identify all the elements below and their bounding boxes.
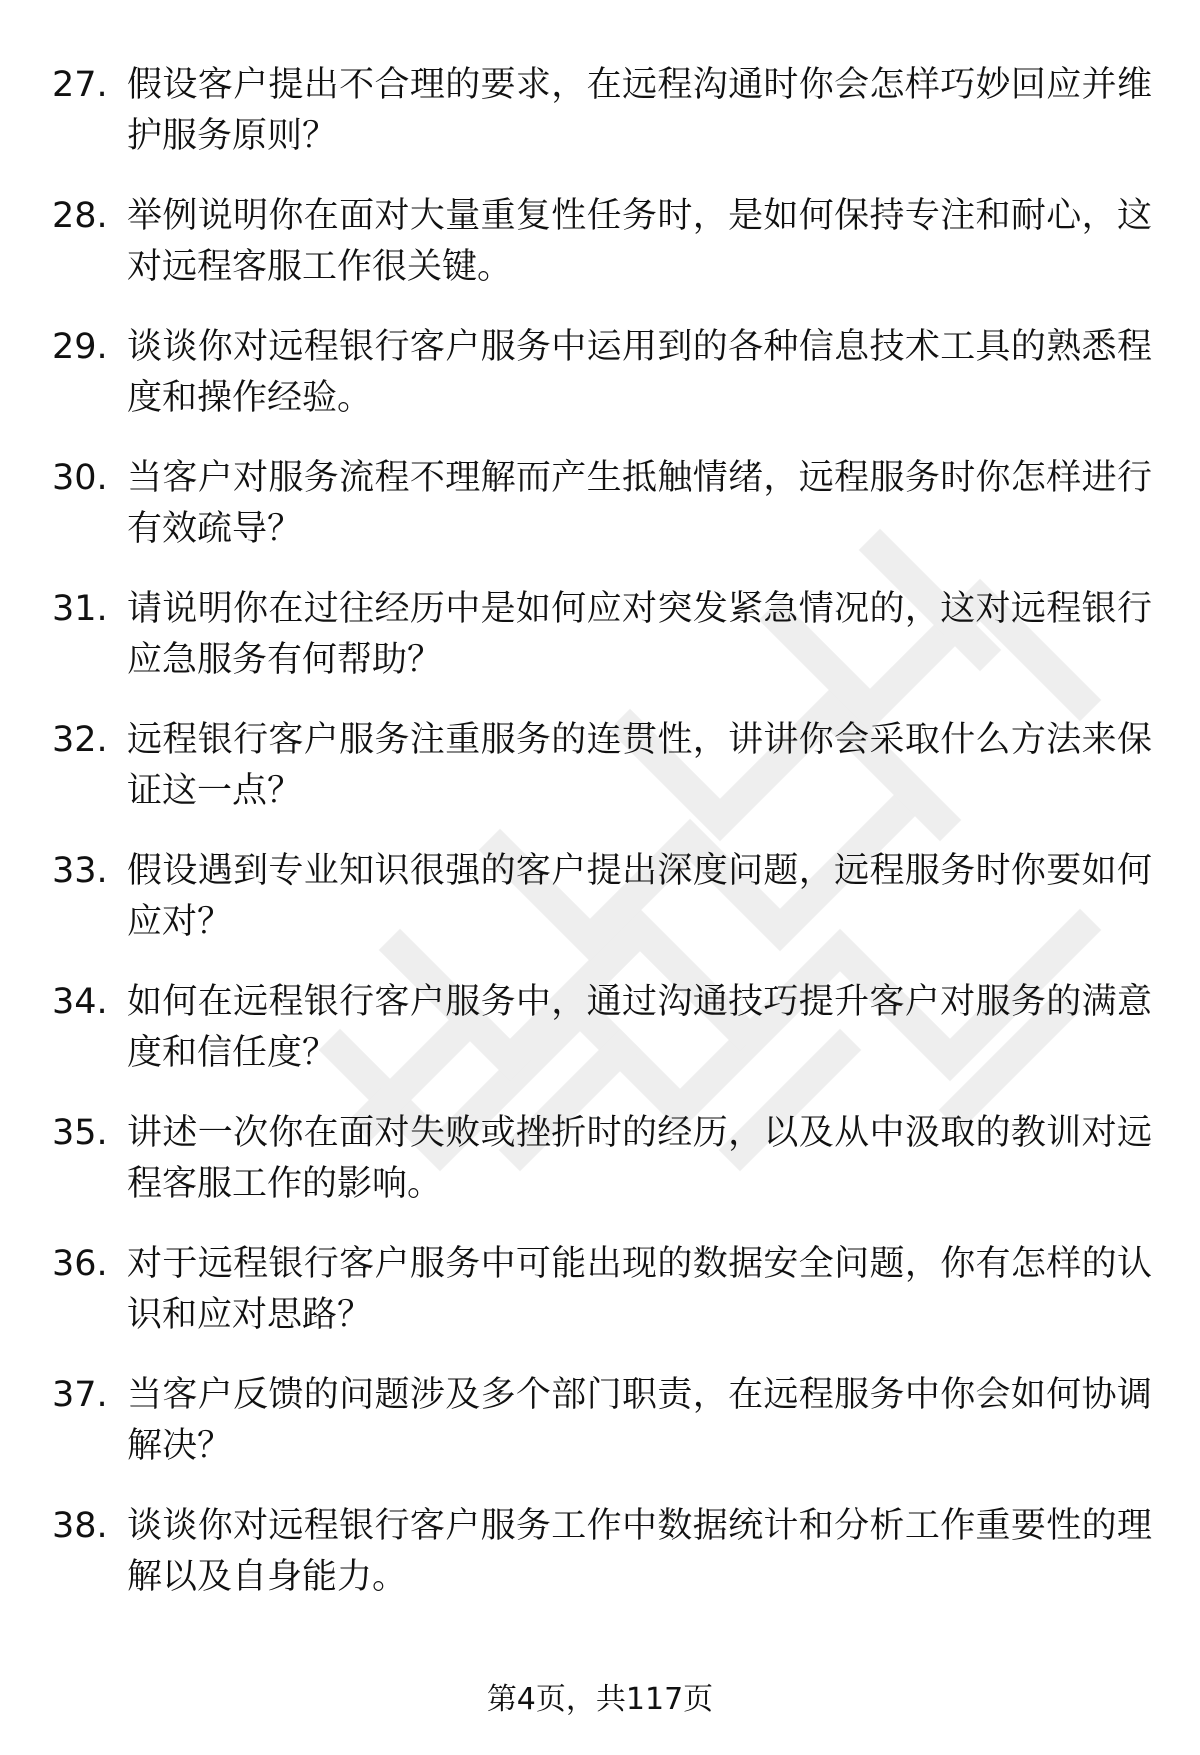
question-text: 当客户反馈的问题涉及多个部门职责，在远程服务中你会如何协调解决？ <box>127 1375 1152 1466</box>
question-text: 对于远程银行客户服务中可能出现的数据安全问题，你有怎样的认识和应对思路？ <box>127 1244 1152 1335</box>
question-item-30 <box>52 453 1152 584</box>
question-number: 38. <box>52 1506 108 1546</box>
question-item-29 <box>52 322 1152 453</box>
question-item-32 <box>52 715 1152 846</box>
question-number: 33. <box>52 851 108 891</box>
question-number: 29. <box>52 327 108 367</box>
question-item-35 <box>52 1108 1152 1239</box>
question-number: 32. <box>52 720 108 760</box>
question-item-33 <box>52 846 1152 977</box>
question-number: 30. <box>52 458 108 498</box>
question-item-36 <box>52 1239 1152 1370</box>
question-text: 假设遇到专业知识很强的客户提出深度问题，远程服务时你要如何应对？ <box>127 851 1152 942</box>
question-number: 28. <box>52 196 108 236</box>
question-number: 31. <box>52 589 108 629</box>
question-number: 36. <box>52 1244 108 1284</box>
question-text: 当客户对服务流程不理解而产生抵触情绪，远程服务时你怎样进行有效疏导？ <box>127 458 1152 549</box>
question-item-34 <box>52 977 1152 1108</box>
question-text: 请说明你在过往经历中是如何应对突发紧急情况的，这对远程银行应急服务有何帮助？ <box>127 589 1152 680</box>
question-text: 谈谈你对远程银行客户服务工作中数据统计和分析工作重要性的理解以及自身能力。 <box>127 1506 1152 1597</box>
question-item-31 <box>52 584 1152 715</box>
question-number: 34. <box>52 982 108 1022</box>
question-item-37 <box>52 1370 1152 1501</box>
question-text: 谈谈你对远程银行客户服务中运用到的各种信息技术工具的熟悉程度和操作经验。 <box>127 327 1152 418</box>
question-item-27 <box>52 60 1152 191</box>
question-text: 假设客户提出不合理的要求，在远程沟通时你会怎样巧妙回应并维护服务原则？ <box>127 65 1152 156</box>
question-text: 举例说明你在面对大量重复性任务时，是如何保持专注和耐心，这对远程客服工作很关键。 <box>127 196 1152 287</box>
question-item-28 <box>52 191 1152 322</box>
question-list <box>52 60 1152 1632</box>
question-item-38 <box>52 1501 1152 1632</box>
question-text: 讲述一次你在面对失败或挫折时的经历，以及从中汲取的教训对远程客服工作的影响。 <box>127 1113 1152 1204</box>
question-number: 27. <box>52 65 108 105</box>
question-text: 如何在远程银行客户服务中，通过沟通技巧提升客户对服务的满意度和信任度？ <box>127 982 1152 1073</box>
question-number: 35. <box>52 1113 108 1153</box>
question-number: 37. <box>52 1375 108 1415</box>
page-footer: 第4页，共117页 <box>486 1682 714 1717</box>
question-text: 远程银行客户服务注重服务的连贯性，讲讲你会采取什么方法来保证这一点？ <box>127 720 1152 811</box>
